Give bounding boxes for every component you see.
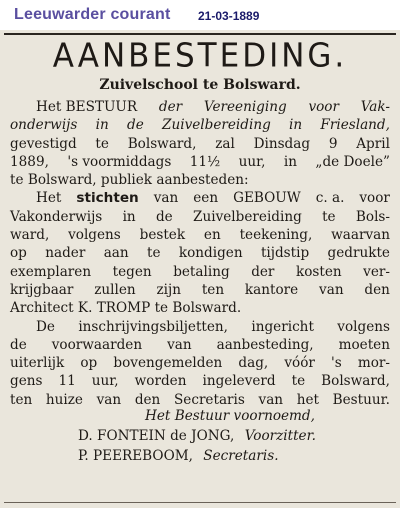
notice-word: 11: [58, 373, 76, 390]
closing-line: [0, 408, 400, 424]
notice-word: aan: [103, 245, 129, 262]
notice-line: [10, 226, 390, 244]
publication-date: 21-03-1889: [198, 9, 260, 23]
notice-word: dag,: [238, 355, 269, 372]
signature-name: D. FONTEIN de JONG,: [78, 428, 235, 444]
notice-word: kondigen: [178, 245, 243, 262]
notice-word: Friesland,: [320, 117, 390, 134]
notice-word: April: [356, 135, 390, 152]
notice-word: stichten: [76, 190, 139, 207]
notice-line: [10, 208, 390, 226]
notice-word: ingeleverd: [202, 373, 276, 390]
notice-word: gevestigd: [10, 135, 77, 152]
notice-word: der: [251, 263, 275, 280]
notice-word: „de Doele”: [315, 153, 390, 170]
notice-body: [10, 98, 390, 409]
notice-word: Bolsward,: [127, 135, 197, 152]
notice-word: van: [153, 190, 179, 207]
signature-chair: [0, 428, 400, 444]
notice-word: c. a.: [315, 190, 345, 207]
notice-word: Bolsward,: [321, 373, 390, 390]
notice-word: gedrukte: [327, 245, 390, 262]
notice-word: in: [289, 117, 303, 134]
notice-word: Zuivelbereiding: [193, 208, 302, 225]
notice-word: van: [167, 336, 192, 353]
notice-line: [10, 318, 390, 336]
notice-word: bovengemelden: [113, 355, 223, 372]
notice-line: [10, 244, 390, 262]
notice-word: tegen: [112, 263, 152, 280]
newspaper-name: Leeuwarder courant: [14, 6, 171, 23]
notice-line: [10, 189, 390, 207]
notice-word: uur,: [238, 153, 266, 170]
notice-word: mor-: [357, 355, 390, 372]
signature-role: Secretaris.: [203, 448, 279, 464]
notice-word: ward,: [10, 227, 50, 244]
header-bar: [0, 0, 400, 30]
notice-word: uiterlijk: [10, 355, 65, 372]
notice-word: 11½: [189, 153, 221, 170]
top-rule: [4, 33, 396, 35]
notice-word: Vakonderwijs: [10, 208, 103, 225]
notice-word: Het BESTUUR: [36, 99, 138, 115]
notice-word: volgens: [68, 227, 121, 244]
notice-word: exemplaren: [10, 263, 92, 280]
notice-word: te: [291, 373, 306, 390]
closing-text: Het Bestuur voornoemd,: [145, 408, 315, 424]
notice-word: den: [134, 391, 161, 408]
notice-line: [10, 116, 390, 134]
notice-word: huize: [45, 391, 83, 408]
notice-word: en: [203, 227, 221, 244]
notice-line: [10, 336, 390, 354]
notice-line: [10, 263, 390, 281]
notice-word: der: [158, 99, 183, 115]
notice-word: betaling: [173, 263, 230, 280]
notice-word: worden: [134, 373, 187, 390]
notice-word: ingericht: [251, 318, 314, 335]
notice-word: 's: [331, 355, 342, 372]
notice-word: GEBOUW: [233, 190, 301, 207]
notice-word: Bols-: [355, 208, 390, 225]
notice-word: De: [36, 318, 55, 335]
notice-word: een: [193, 190, 219, 207]
notice-word: ten: [201, 281, 225, 298]
notice-word: de: [127, 117, 144, 134]
notice-line: [10, 171, 390, 189]
notice-word: voor: [359, 190, 390, 207]
notice-word: moeten: [338, 336, 390, 353]
notice-word: van: [319, 281, 344, 298]
notice-word: Architect K. TROMP te Bolsward.: [10, 300, 242, 317]
notice-word: op: [80, 355, 98, 372]
notice-word: Dinsdag: [253, 135, 311, 152]
notice-word: in: [283, 153, 297, 170]
notice-word: bestek: [139, 227, 186, 244]
notice-line: [10, 391, 390, 409]
notice-title: AANBESTEDING.: [52, 37, 348, 75]
signature-secretary: [0, 448, 400, 464]
notice-line: [10, 372, 390, 390]
notice-word: Vak-: [360, 99, 390, 115]
notice-word: te: [95, 135, 109, 152]
notice-word: te: [322, 208, 336, 225]
notice-word: in: [95, 117, 109, 134]
notice-word: den: [364, 281, 390, 298]
notice-word: ten: [10, 391, 33, 408]
notice-word: Secretaris: [173, 391, 245, 408]
notice-line: [10, 135, 390, 153]
notice-word: Zuivelbereiding: [162, 117, 271, 134]
notice-word: gens: [10, 373, 43, 390]
notice-word: zijn: [156, 281, 181, 298]
notice-word: teekening,: [239, 227, 313, 244]
notice-word: Vereeniging: [203, 99, 287, 115]
notice-word: van: [258, 391, 284, 408]
notice-word: voor: [308, 99, 339, 115]
bottom-rule: [4, 502, 396, 503]
notice-word: van: [96, 391, 122, 408]
notice-word: volgens: [337, 318, 390, 335]
notice-word: krijgbaar: [10, 281, 74, 298]
notice-line: [10, 299, 390, 317]
notice-line: [10, 281, 390, 299]
signature-name: P. PEEREBOOM,: [78, 448, 193, 464]
notice-word: nader: [45, 245, 86, 262]
notice-word: 1889,: [10, 153, 49, 170]
signature-role: Voorzitter.: [244, 428, 316, 444]
notice-word: aanbesteding,: [216, 336, 314, 353]
notice-word: tijdstip: [260, 245, 310, 262]
notice-word: zullen: [94, 281, 136, 298]
notice-word: op: [10, 245, 27, 262]
notice-word: 's voormiddags: [67, 153, 172, 170]
notice-word: Het: [36, 190, 62, 207]
notice-word: te Bolsward, publiek aanbesteden:: [10, 172, 249, 189]
notice-word: vóór: [284, 355, 315, 372]
notice-line: [10, 153, 390, 171]
notice-word: waarvan: [331, 227, 390, 244]
notice-subtitle: Zuivelschool te Bolsward.: [99, 77, 301, 93]
notice-word: te: [147, 245, 161, 262]
notice-word: de: [155, 208, 173, 225]
notice-word: kosten: [295, 263, 342, 280]
notice-word: onderwijs: [10, 117, 78, 134]
notice-word: zal: [215, 135, 235, 152]
notice-line: [10, 98, 390, 116]
notice-word: 9: [328, 135, 338, 152]
notice-word: kantore: [244, 281, 299, 298]
notice-line: [10, 354, 390, 372]
notice-word: uur,: [91, 373, 119, 390]
notice-word: in: [122, 208, 136, 225]
notice-word: de: [10, 336, 27, 353]
notice-word: voorwaarden: [51, 336, 143, 353]
notice-word: Bestuur.: [332, 391, 390, 408]
notice-word: inschrijvingsbiljetten,: [78, 318, 228, 335]
notice-word: het: [296, 391, 319, 408]
notice-word: ver-: [363, 263, 390, 280]
